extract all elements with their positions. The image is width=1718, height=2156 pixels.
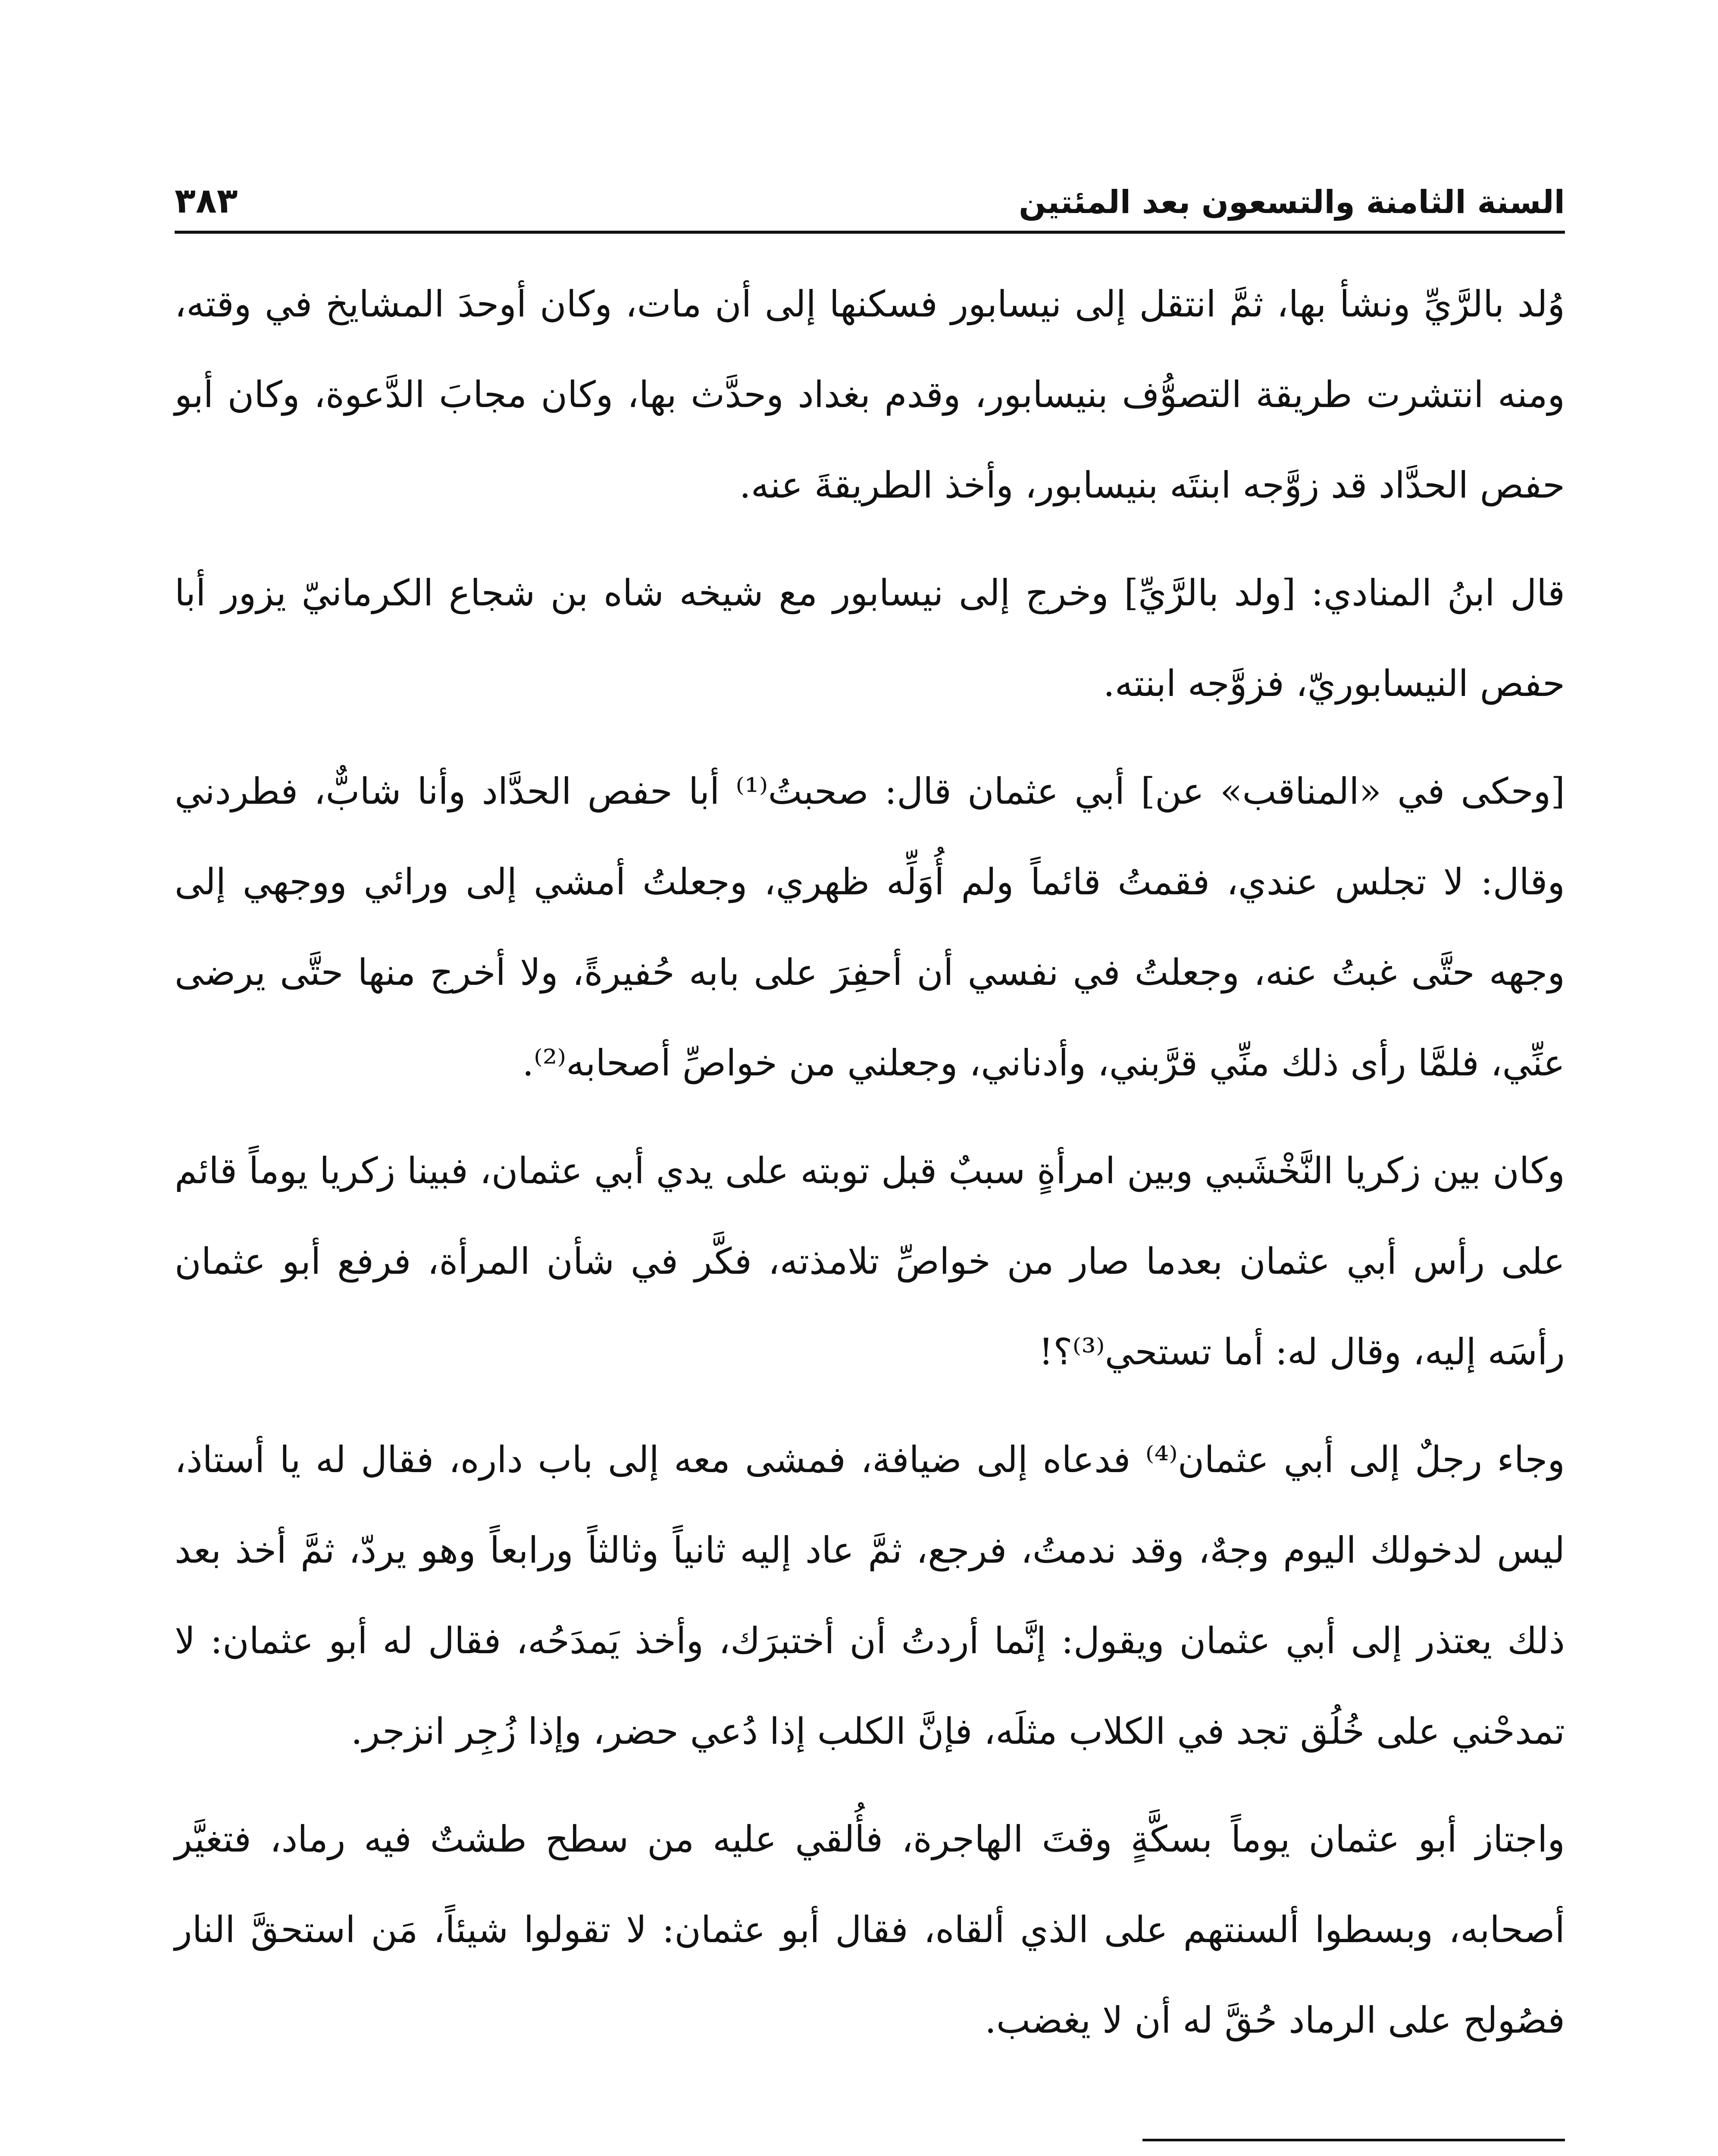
paragraph-2: قال ابنُ المنادي: [ولد بالرَّيِّ] وخرج إلى نيسابور مع شيخه شاه بن شجاع الكرمانيّ يزور أبا حفص النيسابوريّ، فزوَّجه ابنته.: [175, 572, 1565, 705]
running-head: السنة الثامنة والتسعون بعد المئتين: [1019, 183, 1565, 221]
paragraph-6: واجتاز أبو عثمان يوماً بسكَّةٍ وقتَ الهاجرة، فأُلقي عليه من سطح طشتٌ فيه رماد، فتغيَّر أصحابه، وبسطوا ألسنتهم على الذي ألقاه، فقال أبو عثمان: لا تقولوا شيئاً، مَن استحقَّ النار فصُولح على الرماد حُقَّ له أن لا يغضب.: [175, 1818, 1565, 2041]
page-number: ٣٨٣: [175, 181, 238, 221]
footnote-rule: [1142, 2139, 1565, 2141]
paragraph-1: وُلد بالرَّيِّ ونشأ بها، ثمَّ انتقل إلى نيسابور فسكنها إلى أن مات، وكان أوحدَ المشايخ في وقته، ومنه انتشرت طريقة التصوُّف بنيسابور، وقدم بغداد وحدَّث بها، وكان مجابَ الدَّعوة، وكان أبو حفص الحدَّاد قد زوَّجه ابنتَه بنيسابور، وأخذ الطريقةَ عنه.: [175, 283, 1565, 506]
paragraph-4: وكان بين زكريا النَّخْشَبي وبين امرأةٍ سببٌ قبل توبته على يدي أبي عثمان، فبينا زكريا يوماً قائم على رأس أبي عثمان بعدما صار من خواصِّ تلامذته، فكَّر في شأن المرأة، فرفع أبو عثمان رأسَه إليه، وقال له: أما تستحي⁽³⁾؟!: [175, 1150, 1565, 1373]
paragraph-5: وجاء رجلٌ إلى أبي عثمان⁽⁴⁾ فدعاه إلى ضيافة، فمشى معه إلى باب داره، فقال له يا أستاذ، ليس لدخولك اليوم وجهٌ، وقد ندمتُ، فرجع، ثمَّ عاد إليه ثانياً وثالثاً ورابعاً وهو يردّ، ثمَّ أخذ بعد ذلك يعتذر إلى أبي عثمان ويقول: إنَّما أردتُ أن أختبرَك، وأخذ يَمدَحُه، فقال له أبو عثمان: لا تمدحْني على خُلُق تجد في الكلاب مثلَه، فإنَّ الكلب إذا دُعي حضر، وإذا زُجِر انزجر.: [175, 1438, 1565, 1752]
body-text: [175, 259, 1565, 2083]
header-rule: [175, 231, 1565, 234]
paragraph-3: [وحكى في «المناقب» عن] أبي عثمان قال: صحبتُ⁽¹⁾ أبا حفص الحدَّاد وأنا شابٌّ، فطردني وقال: لا تجلس عندي، فقمتُ قائماً ولم أُوَلِّه ظهري، وجعلتُ أمشي إلى ورائي ووجهي إلى وجهه حتَّى غبتُ عنه، وجعلتُ في نفسي أن أحفِرَ على بابه حُفيرةً، ولا أخرج منها حتَّى يرضى عنِّي، فلمَّا رأى ذلك منِّي قرَّبني، وأدناني، وجعلني من خواصِّ أصحابه⁽²⁾.: [175, 770, 1565, 1084]
page-header: [175, 129, 1565, 220]
